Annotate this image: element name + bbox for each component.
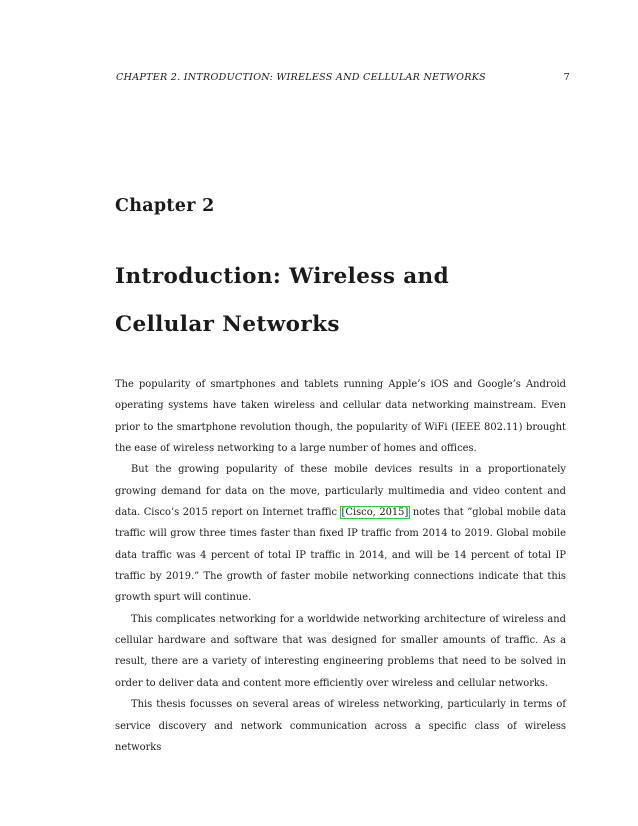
chapter-title	[115, 253, 555, 349]
paragraph-1: The popularity of smartphones and tablets running Apple’s iOS and Google’s Android operating systems have taken wireless and cellular data networking mainstream. Even prior to the smartphone revolution though, the popularity of WiFi (IEEE 802.11) brought the ease of wireless networking to a large number of homes and offices.	[115, 379, 566, 455]
citation-link[interactable]: [Cisco, 2015]	[341, 507, 409, 519]
chapter-title-line-2: Cellular Networks	[115, 312, 340, 337]
paragraph-3: This complicates networking for a worldwide networking architecture of wireless and cellular hardware and software that was designed for smaller amounts of traffic. As a result, there are a variety of interesting engineering problems that need to be solved in order to deliver data and content more efficiently over wireless and cellular networks.	[115, 613, 566, 689]
paragraph-2-text-start: But the growing popularity of these mobile devices results in a proportionately growing demand for data on the move, particularly multimedia and video content and data. Cisco’s 2015 report on Internet traffic	[115, 464, 566, 519]
chapter-title-line-1: Introduction: Wireless and	[115, 264, 450, 289]
page-number: 7	[563, 72, 570, 83]
chapter-label: Chapter 2	[115, 196, 215, 216]
running-header	[116, 72, 570, 86]
paragraph-2	[115, 459, 566, 608]
paragraph-4: This thesis focusses on several areas of wireless networking, particularly in terms of service discovery and network communication across a specific class of wireless networks	[115, 699, 566, 753]
running-title: CHAPTER 2. INTRODUCTION: WIRELESS AND CELLULAR NETWORKS	[116, 72, 486, 83]
paragraph-2-text-end: notes that ”global mobile data traffic will grow three times faster than fixed IP traffic from 2014 to 2019. Global mobile data traffic was 4 percent of total IP traffic in 2014, and will be 14 percent of total IP traffic by 2019.” The growth of faster mobile networking connections indicate that this growth spurt will continue.	[115, 507, 567, 604]
body-text	[115, 374, 566, 758]
